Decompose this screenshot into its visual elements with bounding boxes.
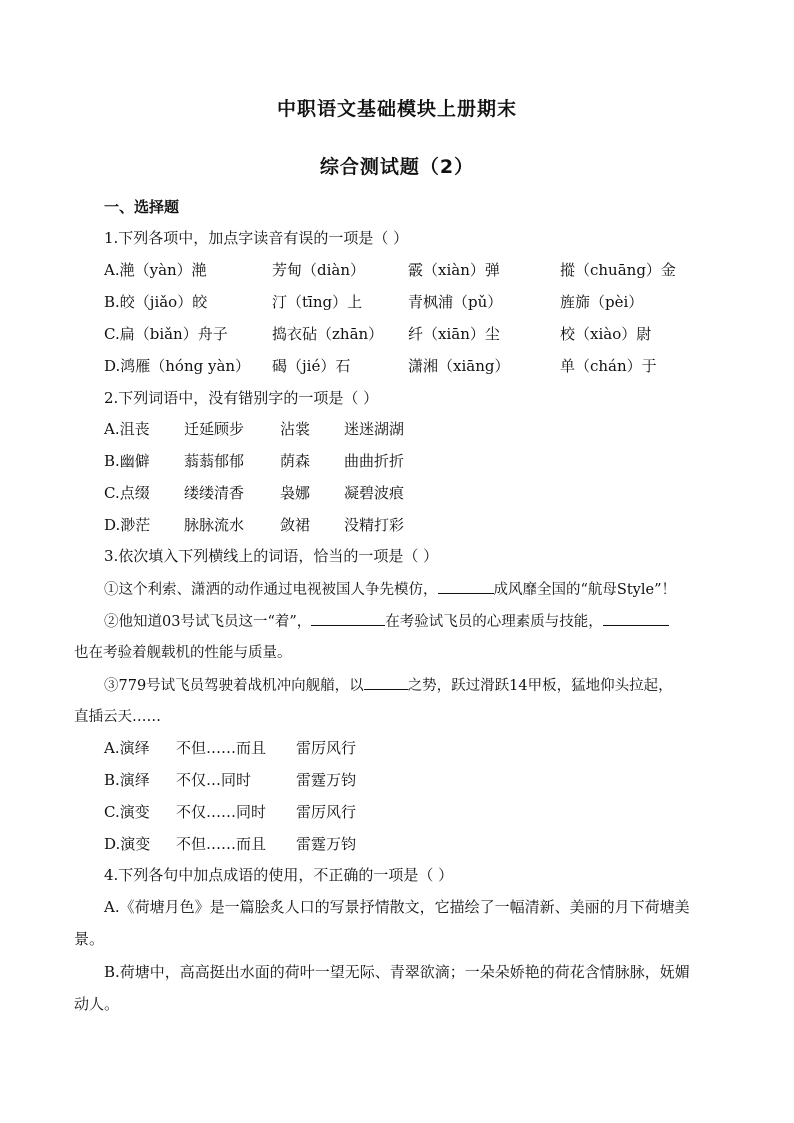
q3-passage-1-part-b: 成风靡全国的“航母Style”！ [493, 582, 676, 598]
q1-option-d-3: 潇湘（xiāng） [408, 357, 510, 375]
q1-option-d-4: 单（chán）于 [560, 357, 657, 375]
q3-option-a-1: A.演绎 [104, 739, 150, 757]
q2-option-c-3: 袅娜 [280, 484, 311, 502]
q2-option-d-1: D.渺茫 [104, 516, 151, 534]
q3-option-d-1: D.演变 [104, 835, 151, 853]
q2-option-d-2: 脉脉流水 [184, 516, 245, 534]
q2-option-c-4: 凝碧波痕 [344, 484, 405, 502]
q3-passage-3-part-a: ③779号试飞员驾驶着战机冲向舰艏，以 [104, 678, 364, 694]
q3-passage-1 [104, 578, 676, 599]
question-1-stem: 1.下列各项中，加点字读音有误的一项是（ ） [104, 229, 409, 247]
q3-option-c-3: 雷厉风行 [296, 803, 357, 821]
q2-option-b-3: 荫森 [280, 452, 311, 470]
q1-option-c-3: 纤（xiān）尘 [408, 325, 500, 343]
q2-option-c-1: C.点缀 [104, 484, 150, 502]
q1-option-b-4: 旌旆（pèi） [560, 293, 644, 311]
question-4-stem: 4.下列各句中加点成语的使用，不正确的一项是（ ） [104, 866, 454, 884]
q1-option-a-4: 摐（chuāng）金 [560, 261, 676, 279]
q3-option-b-3: 雷霆万钧 [296, 771, 357, 789]
q2-option-d-4: 没精打彩 [344, 516, 405, 534]
question-3-stem: 3.依次填入下列横线上的词语，恰当的一项是（ ） [104, 547, 439, 565]
q3-option-d-3: 雷霆万钧 [296, 835, 357, 853]
fill-blank [603, 613, 669, 626]
page-subtitle: 综合测试题（2） [319, 156, 475, 178]
q3-option-a-3: 雷厉风行 [296, 739, 357, 757]
section-heading: 一、选择题 [104, 198, 180, 216]
q2-option-b-2: 蓊蓊郁郁 [184, 452, 245, 470]
q4-option-b: B.荷塘中，高高挺出水面的荷叶一望无际、青翠欲滴；一朵朵娇艳的荷花含情脉脉，妩媚 [104, 963, 690, 981]
q2-option-c-2: 缕缕清香 [184, 484, 245, 502]
q4-option-a: A.《荷塘月色》是一篇脍炙人口的写景抒情散文，它描绘了一幅清新、美丽的月下荷塘美 [104, 898, 690, 916]
page-title: 中职语文基础模块上册期末 [276, 98, 517, 120]
q3-option-c-2: 不仅……同时 [176, 803, 267, 821]
q3-option-c-1: C.演变 [104, 803, 150, 821]
q3-passage-2-cont: 也在考验着舰载机的性能与质量。 [74, 645, 292, 661]
q1-option-c-1: C.扁（biǎn）舟子 [104, 325, 228, 343]
q3-passage-2 [104, 610, 669, 631]
q2-option-a-4: 迷迷湖湖 [344, 420, 405, 438]
q1-option-b-2: 汀（tīng）上 [272, 293, 363, 311]
q2-option-d-3: 敛裙 [280, 516, 311, 534]
q1-option-d-2: 碣（jié）石 [272, 357, 351, 375]
q2-option-a-1: A.沮丧 [104, 420, 150, 438]
fill-blank [438, 581, 494, 594]
fill-blank [364, 677, 408, 690]
q3-option-d-2: 不但……而且 [176, 835, 267, 853]
q3-option-a-2: 不但……而且 [176, 739, 267, 757]
q2-option-a-2: 迁延顾步 [184, 420, 245, 438]
q1-option-a-1: A.滟（yàn）滟 [104, 261, 207, 279]
q3-option-b-1: B.演绎 [104, 771, 150, 789]
q3-option-b-2: 不仅…同时 [176, 771, 252, 789]
q1-option-d-1: D.鸿雁（hóng yàn） [104, 357, 251, 375]
q4-option-b-cont: 动人。 [74, 995, 120, 1013]
q2-option-a-3: 沾裳 [280, 420, 311, 438]
q3-passage-3-cont: 直插云天…… [74, 709, 161, 725]
q3-passage-3-part-b: 之势，跃过滑跃14甲板，猛地仰头拉起， [407, 678, 673, 694]
q3-passage-2-part-b: 在考验试飞员的心理素质与技能， [385, 614, 603, 630]
q3-passage-3 [104, 674, 673, 695]
q1-option-b-3: 青枫浦（pǔ） [408, 293, 503, 311]
fill-blank [311, 613, 385, 626]
question-2-stem: 2.下列词语中，没有错别字的一项是（ ） [104, 389, 379, 407]
q3-passage-1-part-a: ①这个利索、潇洒的动作通过电视被国人争先模仿， [104, 582, 438, 598]
q1-option-a-3: 霰（xiàn）弹 [408, 261, 500, 279]
q2-option-b-4: 曲曲折折 [344, 452, 405, 470]
q1-option-c-2: 捣衣砧（zhān） [272, 325, 384, 343]
q1-option-b-1: B.皎（jiǎo）皎 [104, 293, 208, 311]
q2-option-b-1: B.幽僻 [104, 452, 150, 470]
q4-option-a-cont: 景。 [74, 930, 105, 948]
q1-option-a-2: 芳甸（diàn） [272, 261, 366, 279]
q3-passage-2-part-a: ②他知道03号试飞员这一“着”， [104, 614, 312, 630]
q1-option-c-4: 校（xiào）尉 [560, 325, 652, 343]
